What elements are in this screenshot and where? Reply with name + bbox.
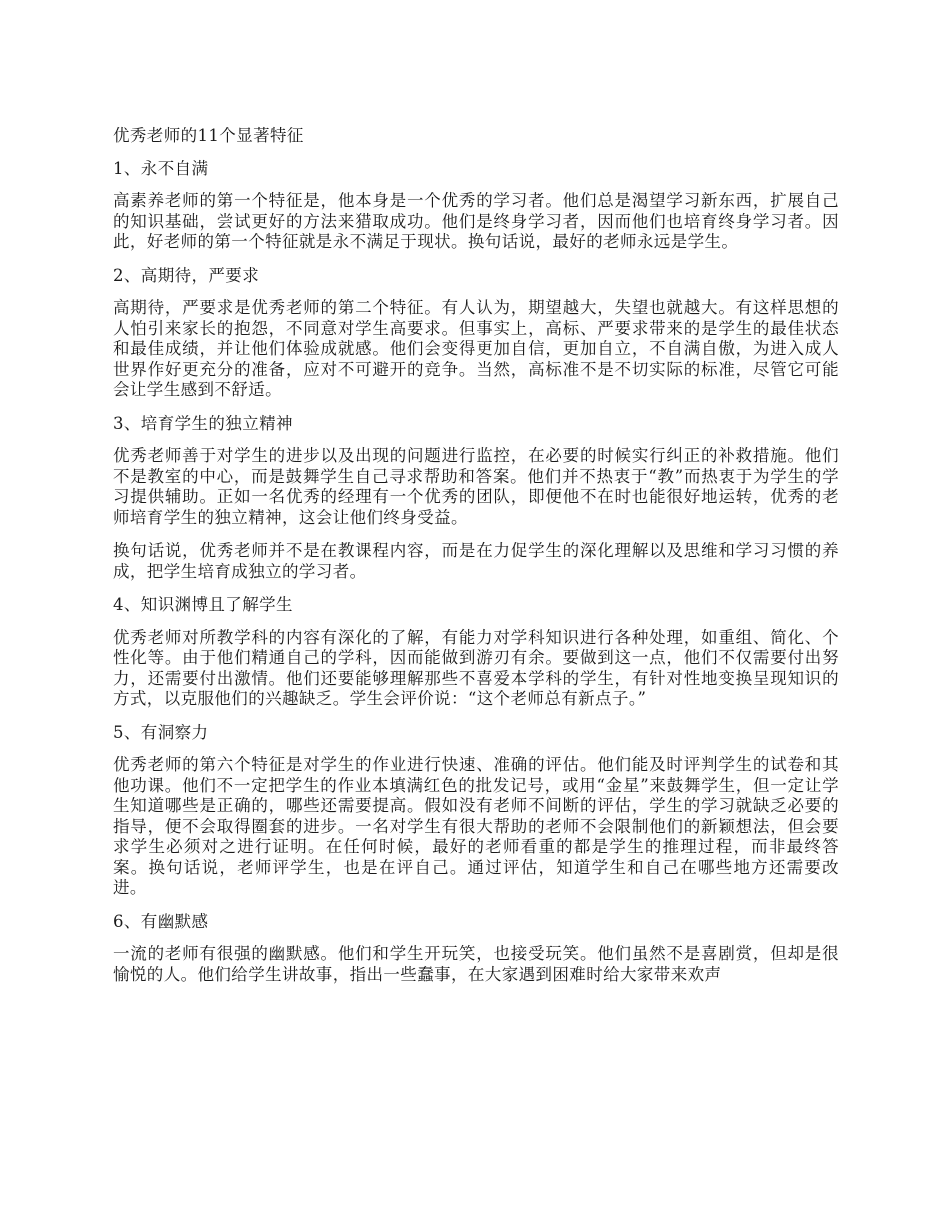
section-heading: 4、知识渊博且了解学生 bbox=[113, 595, 293, 614]
document-page bbox=[113, 118, 839, 998]
section-heading: 6、有幽默感 bbox=[113, 911, 209, 931]
section-heading: 2、高期待，严要求 bbox=[113, 265, 260, 285]
section-paragraph: 换句话说，优秀老师并不是在教课程内容，而是在力促学生的深化理解以及思维和学习习惯的养成，把学生培育成独立的学习者。 bbox=[113, 541, 839, 581]
section-2 bbox=[113, 266, 839, 401]
section-paragraph: 高素养老师的第一个特征是，他本身是一个优秀的学习者。他们总是渴望学习新东西，扩展自己的知识基础，尝试更好的方法来猎取成功。他们是终身学习者，因而他们也培育终身学习者。因此，好老师的第一个特征就是永不满足于现状。换句话说，最好的老师永远是学生。 bbox=[113, 191, 839, 251]
section-heading: 1、永不自满 bbox=[113, 158, 209, 178]
section-paragraph: 一流的老师有很强的幽默感。他们和学生开玩笑，也接受玩笑。他们虽然不是喜剧赏，但却是很愉悦的人。他们给学生讲故事，指出一些蠢事，在大家遇到困难时给大家带来欢声 bbox=[113, 944, 839, 984]
section-3 bbox=[113, 414, 839, 583]
section-4 bbox=[113, 595, 839, 710]
section-heading: 5、有洞察力 bbox=[113, 722, 209, 742]
section-heading: 3、培育学生的独立精神 bbox=[113, 413, 293, 433]
section-5 bbox=[113, 723, 839, 899]
section-paragraph: 优秀老师的第六个特征是对学生的作业进行快速、准确的评估。他们能及时评判学生的试卷和其他功课。他们不一定把学生的作业本填满红色的批发记号，或用“金星”来鼓舞学生，但一定让学生知道哪些是正确的，哪些还需要提高。假如没有老师不间断的评估，学生的学习就缺乏必要的指导，便不会取得圈套的进步。一名对学生有很大帮助的老师不会限制他们的新颖想法，但会要求学生必须对之进行证明。在任何时候，最好的老师看重的都是学生的推理过程，而非最终答案。换句话说，老师评学生，也是在评自己。通过评估，知道学生和自己在哪些地方还需要改进。 bbox=[113, 755, 839, 897]
document-title: 优秀老师的11个显著特征 bbox=[113, 126, 304, 145]
section-paragraph: 优秀老师善于对学生的进步以及出现的问题进行监控，在必要的时候实行纠正的补救措施。他们不是教室的中心，而是鼓舞学生自己寻求帮助和答案。他们并不热衷于“教”而热衷于为学生的学习提供辅助。正如一名优秀的经理有一个优秀的团队，即便他不在时也能很好地运转，优秀的老师培育学生的独立精神，这会让他们终身受益。 bbox=[113, 446, 839, 527]
section-paragraph: 优秀老师对所教学科的内容有深化的了解，有能力对学科知识进行各种处理，如重组、简化、个性化等。由于他们精通自己的学科，因而能做到游刃有余。要做到这一点，他们不仅需要付出努力，还需要付出激情。他们还要能够理解那些不喜爱本学科的学生，有针对性地变换呈现知识的方式，以克服他们的兴趣缺乏。学生会评价说：“这个老师总有新点子。” bbox=[113, 627, 839, 708]
section-1 bbox=[113, 159, 839, 253]
section-6 bbox=[113, 912, 839, 986]
section-paragraph: 高期待，严要求是优秀老师的第二个特征。有人认为，期望越大，失望也就越大。有这样思想的人怕引来家长的抱怨，不同意对学生高要求。但事实上，高标、严要求带来的是学生的最佳状态和最佳成绩，并让他们体验成就感。他们会变得更加自信，更加自立，不自满自傲，为进入成人世界作好更充分的准备，应对不可避开的竞争。当然，高标准不是不切实际的标准，尽管它可能会让学生感到不舒适。 bbox=[113, 298, 839, 399]
